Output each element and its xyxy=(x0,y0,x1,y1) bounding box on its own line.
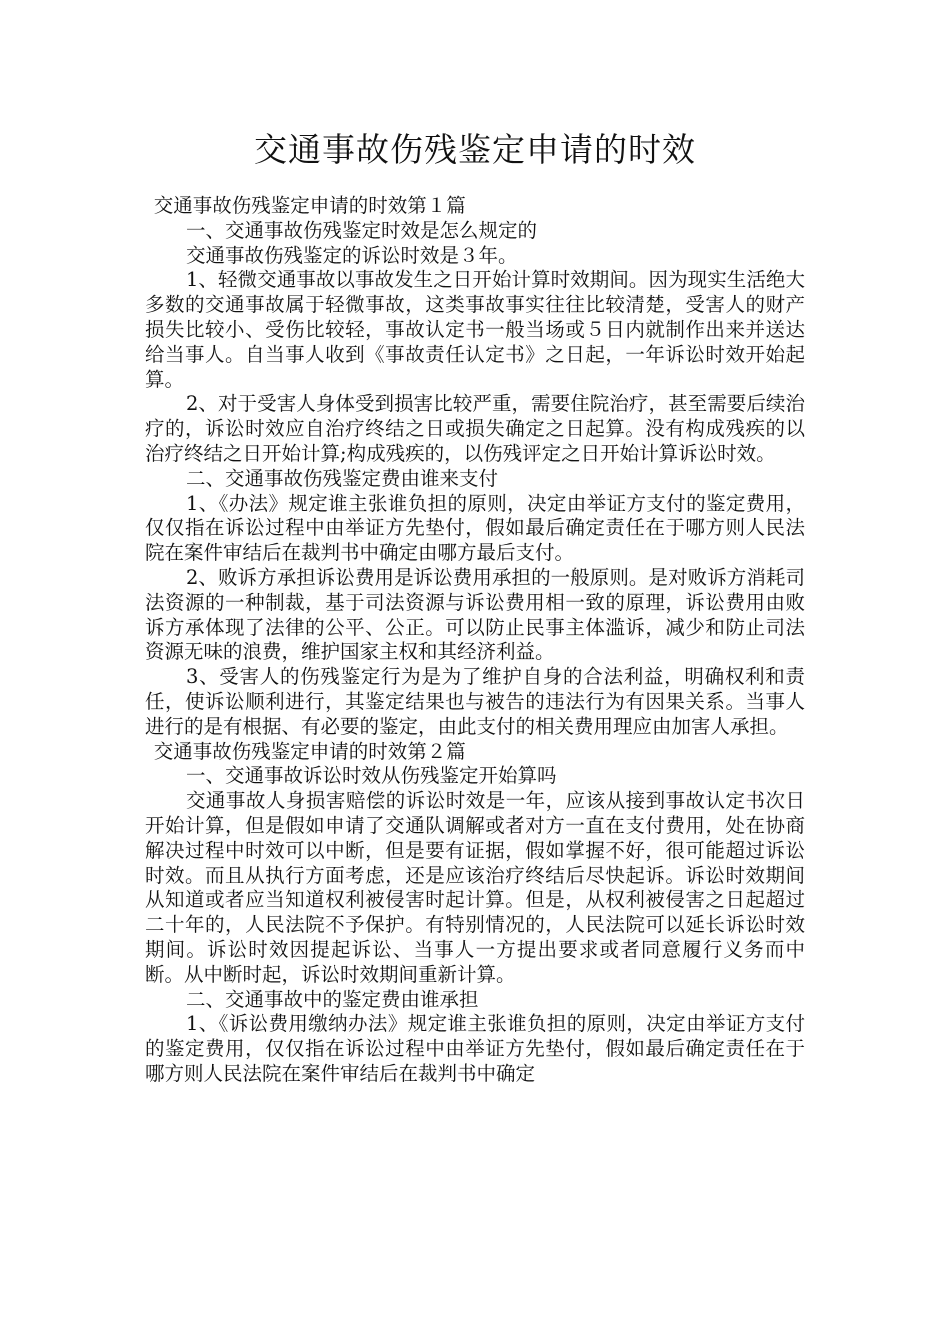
paragraph: 3、受害人的伤残鉴定行为是为了维护自身的合法利益，明确权利和责任，使诉讼顺利进行，其鉴定结果也与被告的违法行为有因果关系。当事人进行的是有根据、有必要的鉴定，由此支付的相关费用理应由加害人承担。 xyxy=(145,665,805,738)
subheading: 一、交通事故伤残鉴定时效是怎么规定的 xyxy=(185,218,537,242)
paragraph: 2、败诉方承担诉讼费用是诉讼费用承担的一般原则。是对败诉方消耗司法资源的一种制裁，基于司法资源与诉讼费用相一致的原理，诉讼费用由败诉方承体现了法律的公平、公正。可以防止民事主体滥诉，减少和防止司法资源无味的浪费，维护国家主权和其经济利益。 xyxy=(145,565,805,664)
section-heading: 交通事故伤残鉴定申请的时效第２篇 xyxy=(153,739,466,763)
subheading: 二、交通事故中的鉴定费由谁承担 xyxy=(185,987,479,1011)
subheading: 一、交通事故诉讼时效从伤残鉴定开始算吗 xyxy=(185,764,557,788)
subheading: 二、交通事故伤残鉴定费由谁来支付 xyxy=(185,466,498,490)
paragraph: 1、轻微交通事故以事故发生之日开始计算时效期间。因为现实生活绝大多数的交通事故属于轻微事故，这类事故事实往往比较清楚，受害人的财产损失比较小、受伤比较轻，事故认定书一般当场或５日内就制作出来并送达给当事人。自当事人收到《事故责任认定书》之日起，一年诉讼时效开始起算。 xyxy=(145,268,805,391)
paragraph: 交通事故人身损害赔偿的诉讼时效是一年，应该从接到事故认定书次日开始计算，但是假如申请了交通队调解或者对方一直在支付费用，处在协商解决过程中时效可以中断，但是要有证据，假如掌握不好，很可能超过诉讼时效。而且从执行方面考虑，还是应该治疗终结后尽快起诉。诉讼时效期间从知道或者应当知道权利被侵害时起计算。但是，从权利被侵害之日起超过二十年的，人民法院不予保护。有特别情况的，人民法院可以延长诉讼时效期间。诉讼时效因提起诉讼、当事人一方提出要求或者同意履行义务而中断。从中断时起，诉讼时效期间重新计算。 xyxy=(145,789,805,986)
document-body xyxy=(145,194,805,1087)
paragraph: 2、对于受害人身体受到损害比较严重，需要住院治疗，甚至需要后续治疗的，诉讼时效应自治疗终结之日或损失确定之日起算。没有构成残疾的以治疗终结之日开始计算;构成残疾的，以伤残评定之日开始计算诉讼时效。 xyxy=(145,392,805,465)
paragraph: 1、《办法》规定谁主张谁负担的原则，决定由举证方支付的鉴定费用，仅仅指在诉讼过程中由举证方先垫付，假如最后确定责任在于哪方则人民法院在案件审结后在裁判书中确定由哪方最后支付。 xyxy=(145,491,805,565)
document-title: 交通事故伤残鉴定申请的时效 xyxy=(254,130,696,169)
paragraph: 交通事故伤残鉴定的诉讼时效是３年。 xyxy=(185,243,518,267)
section-heading: 交通事故伤残鉴定申请的时效第１篇 xyxy=(153,194,466,217)
paragraph: 1、《诉讼费用缴纳办法》规定谁主张谁负担的原则，决定由举证方支付的鉴定费用，仅仅指在诉讼过程中由举证方先垫付，假如最后确定责任在于哪方则人民法院在案件审结后在裁判书中确定 xyxy=(145,1012,805,1085)
